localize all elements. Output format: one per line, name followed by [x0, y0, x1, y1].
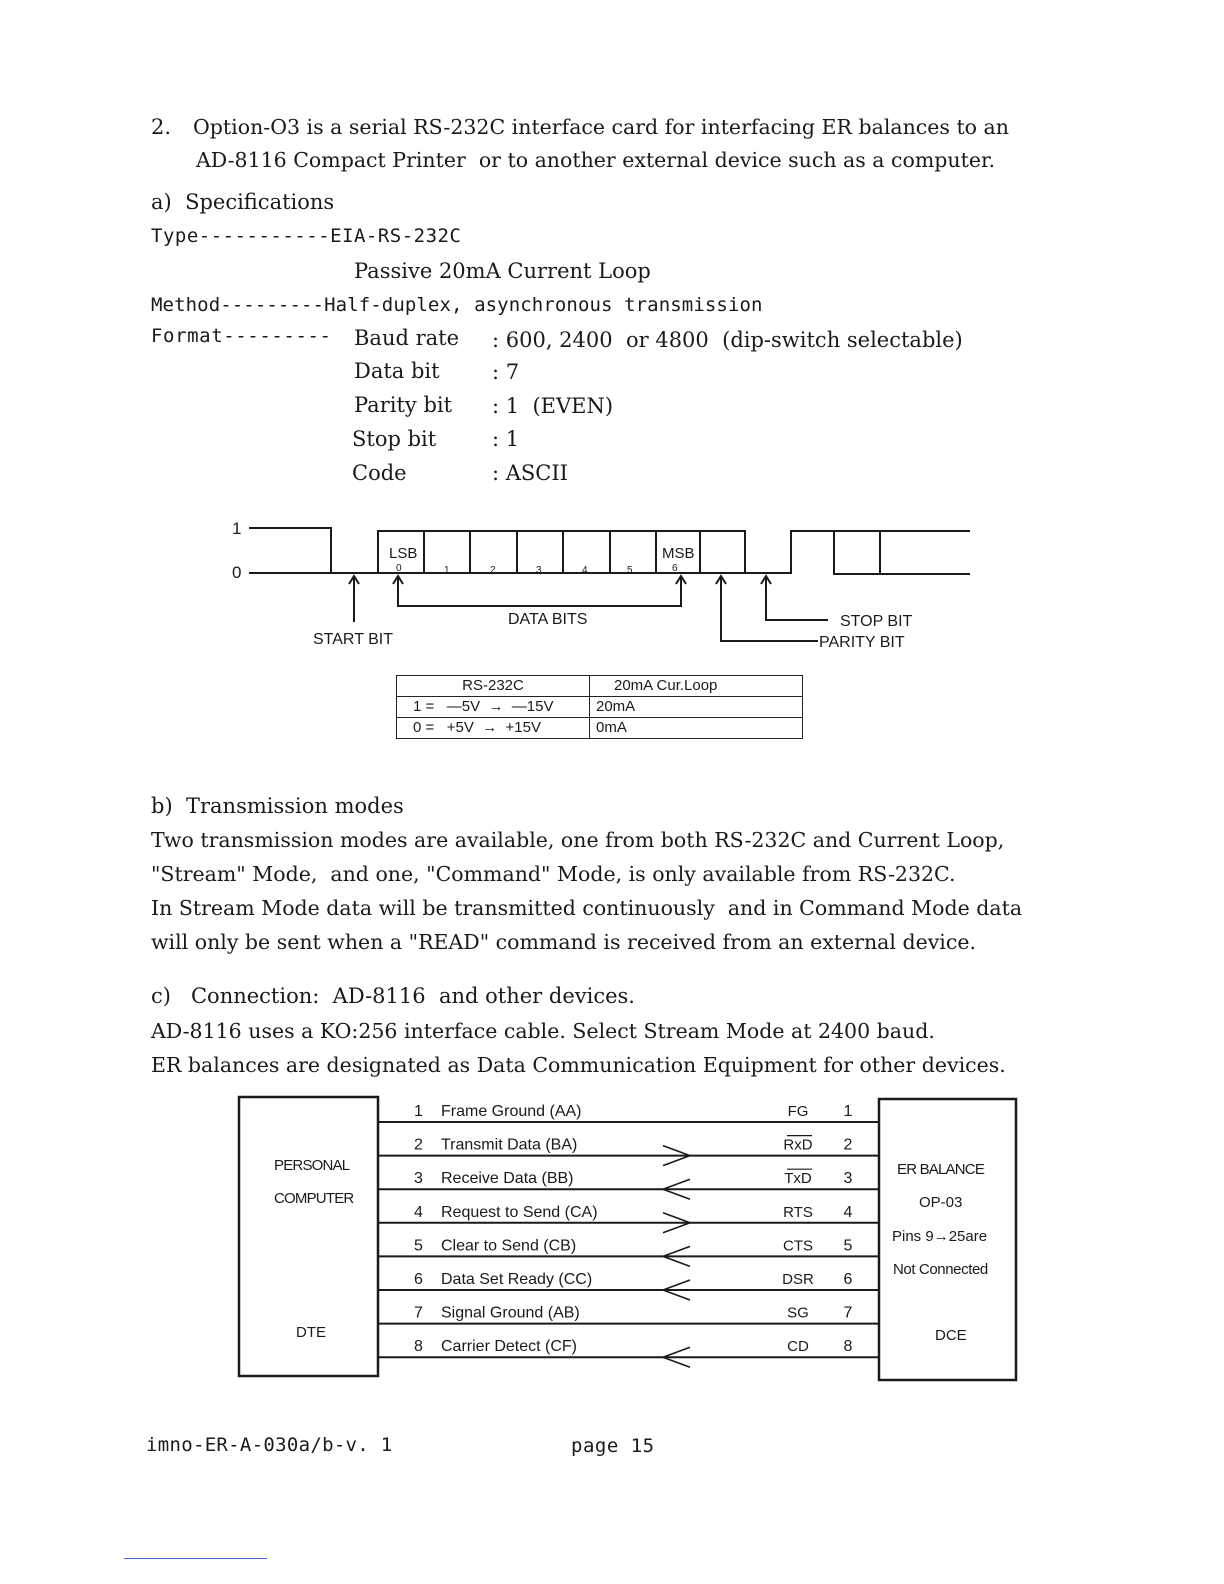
spec-parity-bit-key: Parity bit — [354, 393, 453, 417]
signal-pin: 8 — [843, 1338, 853, 1356]
connection-line-1: AD-8116 uses a KO:256 interface cable. Select Stream Mode at 2400 baud. — [151, 1019, 935, 1043]
footer-page-number: page 15 — [571, 1435, 655, 1457]
lsb-label: LSB — [389, 545, 418, 562]
signal-num: 5 — [414, 1237, 423, 1255]
start-bit-label: START BIT — [313, 631, 394, 648]
bit-number: 3 — [536, 565, 542, 576]
stop-bit-label: STOP BIT — [840, 613, 913, 630]
level-low-label: 0 — [232, 563, 242, 582]
spec-data-bit-value: : 7 — [492, 360, 520, 384]
signal-pin: 3 — [843, 1170, 853, 1188]
table-header: 20mA Cur.Loop — [590, 676, 803, 697]
signal-pin: 5 — [843, 1237, 853, 1255]
signal-levels-table — [396, 675, 803, 739]
signal-num: 6 — [414, 1271, 423, 1288]
right-box-line-2: OP-03 — [919, 1194, 963, 1211]
signal-num: 8 — [414, 1338, 423, 1356]
signal-name: Receive Data (BB) — [441, 1170, 574, 1188]
signal-num: 1 — [414, 1103, 423, 1120]
bit-number: 4 — [582, 565, 588, 576]
spec-type-line-2: Passive 20mA Current Loop — [354, 259, 651, 283]
signal-num: 7 — [414, 1304, 423, 1322]
connection-line-2: ER balances are designated as Data Communication Equipment for other devices. — [151, 1053, 1006, 1077]
signal-pin: 6 — [843, 1271, 853, 1288]
signal-abbr: RxD — [783, 1136, 813, 1154]
spec-parity-bit-value: : 1 (EVEN) — [492, 394, 614, 418]
signal-abbr: SG — [787, 1304, 809, 1322]
right-box-line-4: Not Connected — [893, 1261, 988, 1278]
signal-num: 4 — [414, 1203, 423, 1221]
table-row — [397, 718, 803, 739]
signal-num: 3 — [414, 1170, 423, 1188]
spec-baud-key: Baud rate — [354, 326, 460, 350]
table-header: RS-232C — [397, 676, 590, 697]
signal-abbr: DSR — [782, 1271, 814, 1288]
transmission-line-4: will only be sent when a "READ" command is received from an external device. — [151, 930, 976, 954]
left-box-line-3: DTE — [296, 1324, 326, 1341]
signal-name: Transmit Data (BA) — [441, 1136, 578, 1154]
table-cell: 0 = +5V → +15V — [397, 718, 590, 739]
signal-name: Carrier Detect (CF) — [441, 1338, 578, 1356]
wiring-diagram — [0, 1080, 1224, 1400]
right-box-line-5: DCE — [935, 1327, 967, 1344]
parity-bit-arrow — [721, 576, 818, 641]
signal-pin: 4 — [843, 1203, 853, 1221]
signal-pin: 2 — [843, 1136, 853, 1154]
footer-doc-id: imno-ER-A-030a/b-v. 1 — [146, 1434, 393, 1456]
signal-name: Signal Ground (AB) — [441, 1304, 580, 1322]
table-row — [397, 697, 803, 718]
signal-pin: 1 — [843, 1103, 853, 1120]
level-high-label: 1 — [232, 519, 242, 538]
transmission-modes-heading: b) Transmission modes — [151, 794, 404, 818]
right-box-line-1: ER BALANCE — [897, 1161, 985, 1178]
spec-type: Type-----------EIA-RS-232C — [151, 225, 462, 247]
bit-number: 1 — [444, 565, 450, 576]
table-cell: 1 = —5V → —15V — [397, 697, 590, 718]
bit-number: 5 — [627, 565, 633, 576]
signal-name: Clear to Send (CB) — [441, 1237, 577, 1255]
left-box-line-1: PERSONAL — [274, 1157, 350, 1174]
spec-stop-bit-value: : 1 — [492, 427, 520, 451]
section-number: 2. — [151, 115, 172, 139]
signal-name: Data Set Ready (CC) — [441, 1271, 593, 1288]
transmission-line-1: Two transmission modes are available, one from both RS-232C and Current Loop, — [151, 828, 1005, 852]
stop-bit-arrow — [766, 576, 828, 620]
connection-heading: c) Connection: AD-8116 and other devices. — [151, 984, 635, 1008]
spec-method: Method---------Half-duplex, asynchronous transmission — [151, 294, 763, 316]
spec-code-value: : ASCII — [492, 461, 568, 485]
transmission-line-3: In Stream Mode data will be transmitted continuously and in Command Mode data — [151, 896, 1023, 920]
right-box-line-3: Pins 9→25are — [892, 1228, 988, 1245]
msb-label: MSB — [662, 545, 695, 562]
signal-abbr: FG — [787, 1103, 809, 1120]
data-bits-bracket — [398, 576, 681, 606]
signal-num: 2 — [414, 1136, 423, 1154]
transmission-line-2: "Stream" Mode, and one, "Command" Mode, is only available from RS-232C. — [151, 862, 956, 886]
left-box-line-2: COMPUTER — [274, 1190, 354, 1207]
bit-number: 0 — [396, 563, 402, 574]
table-header-row — [397, 676, 803, 697]
spec-format: Format--------- — [151, 325, 332, 347]
bottom-rule — [124, 1558, 267, 1559]
bit-number: 2 — [490, 565, 496, 576]
signal-pin: 7 — [843, 1304, 853, 1322]
bit-number: 6 — [672, 563, 678, 574]
signal-name: Frame Ground (AA) — [441, 1103, 582, 1120]
intro-line-2: AD-8116 Compact Printer or to another external device such as a computer. — [196, 148, 996, 172]
spec-code-key: Code — [352, 461, 407, 485]
signal-name: Request to Send (CA) — [441, 1203, 598, 1221]
spec-baud-value: : 600, 2400 or 4800 (dip-switch selectable) — [492, 328, 963, 352]
intro-line-1: Option-O3 is a serial RS-232C interface card for interfacing ER balances to an — [193, 115, 1009, 139]
signal-abbr: CTS — [783, 1237, 813, 1255]
signal-abbr: RTS — [783, 1203, 813, 1221]
spec-data-bit-key: Data bit — [354, 359, 440, 383]
data-bits-label: DATA BITS — [508, 611, 588, 628]
specifications-heading: a) Specifications — [151, 190, 335, 214]
parity-bit-label: PARITY BIT — [819, 634, 905, 651]
spec-stop-bit-key: Stop bit — [352, 427, 437, 451]
signal-abbr: TxD — [784, 1170, 812, 1188]
table-cell: 20mA — [590, 697, 803, 718]
table-cell: 0mA — [590, 718, 803, 739]
timing-diagram — [0, 0, 1224, 700]
signal-abbr: CD — [787, 1338, 809, 1356]
